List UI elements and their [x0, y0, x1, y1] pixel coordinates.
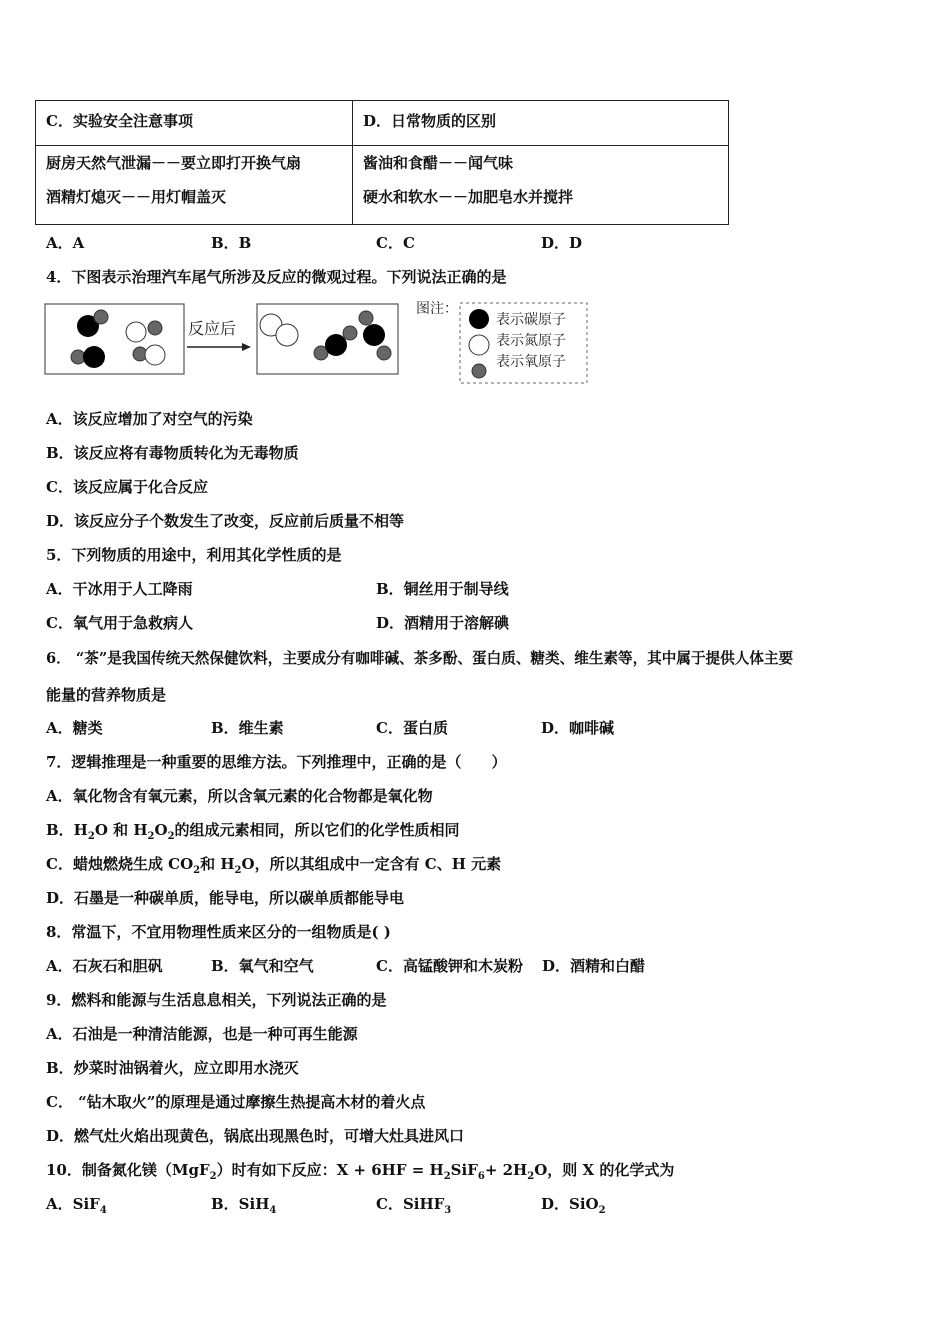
q4-option-d: D．该反应分子个数发生了改变，反应前后质量不相等	[46, 512, 405, 530]
q10-option-b: B．SiH$_4$	[211, 1195, 277, 1216]
carbon-atom	[363, 324, 385, 346]
q6-option-c: C．蛋白质	[376, 719, 448, 737]
oxygen-atom	[71, 350, 85, 364]
q9-option-d: D．燃气灶火焰出现黄色，锅底出现黑色时，可增大灶具进风口	[46, 1127, 465, 1145]
q8-option-d: D．酒精和白醋	[542, 957, 646, 975]
q7-option-c: C．蜡烛燃烧生成 $CO_2$和 $H_2O$，所以其组成中一定含有 C、H 元素	[46, 855, 502, 876]
carbon-atom	[325, 334, 347, 356]
q8-option-a: A．石灰石和胆矾	[46, 957, 163, 975]
q9-stem: 9．燃料和能源与生活息息相关，下列说法正确的是	[46, 991, 387, 1009]
q7-option-a: A．氧化物含有氧元素，所以含氧元素的化合物都是氧化物	[46, 787, 433, 805]
q7-stem: 7．逻辑推理是一种重要的思维方法。下列推理中，正确的是（ ）	[46, 753, 507, 771]
q6-stem-line1: 6． “茶”是我国传统天然保健饮料，主要成分有咖啡碱、茶多酚、蛋白质、糖类、维生素等，其中属于提供人体主要	[46, 650, 794, 667]
q8-option-c: C．高锰酸钾和木炭粉	[376, 957, 523, 975]
q5-stem: 5．下列物质的用途中，利用其化学性质的是	[46, 546, 342, 564]
q10-option-a: A．SiF$_4$	[46, 1195, 107, 1216]
q6-option-b: B．维生素	[211, 719, 284, 737]
q3-option-c: C．C	[376, 234, 415, 252]
table-line: 厨房天然气泄漏－－要立即打开换气扇	[46, 154, 302, 172]
oxygen-atom	[148, 321, 162, 335]
table-header-d: D．日常物质的区别	[353, 101, 729, 146]
carbon-atom	[83, 346, 105, 368]
legend-nitrogen: 表示氮原子	[496, 333, 566, 349]
nitrogen-atom	[126, 322, 146, 342]
oxygen-legend-icon	[472, 364, 486, 378]
q6-option-a: A．糖类	[46, 719, 103, 737]
oxygen-atom	[94, 310, 108, 324]
q4-option-a: A．该反应增加了对空气的污染	[46, 410, 253, 428]
q7-option-b: B．$H_2O$ 和 $H_2O_2$的组成元素相同，所以它们的化学性质相同	[46, 821, 460, 842]
q10-option-d: D．SiO$_2$	[541, 1195, 606, 1216]
knowledge-table	[35, 100, 729, 225]
arrow-label: 反应后	[188, 319, 237, 338]
q4-option-c: C．该反应属于化合反应	[46, 478, 208, 496]
q9-option-b: B．炒菜时油锅着火，应立即用水浇灭	[46, 1059, 299, 1077]
table-line: 酱油和食醋－－闻气味	[363, 154, 514, 172]
q8-stem: 8．常温下，不宜用物理性质来区分的一组物质是( )	[46, 923, 391, 941]
q4-stem: 4．下图表示治理汽车尾气所涉及反应的微观过程。下列说法正确的是	[46, 268, 507, 286]
carbon-legend-icon	[469, 309, 489, 329]
before-box	[45, 304, 184, 374]
arrow-head	[242, 343, 251, 351]
q5-option-c: C．氧气用于急救病人	[46, 614, 193, 632]
q3-option-b: B．B	[211, 234, 252, 252]
nitrogen-legend-icon	[469, 335, 489, 355]
nitrogen-atom	[276, 324, 298, 346]
q7-option-d: D．石墨是一种碳单质，能导电，所以碳单质都能导电	[46, 889, 405, 907]
table-line: 酒精灯熄灭－－用灯帽盖灭	[46, 188, 227, 206]
table-cell-d	[353, 146, 729, 225]
q9-option-c: C． “钻木取火”的原理是通过摩擦生热提高木材的着火点	[46, 1093, 426, 1111]
table-header-c: C．实验安全注意事项	[36, 101, 353, 146]
oxygen-atom	[359, 311, 373, 325]
q8-option-b: B．氧气和空气	[211, 957, 314, 975]
oxygen-atom	[343, 326, 357, 340]
q6-option-d: D．咖啡碱	[541, 719, 615, 737]
legend-title: 图注：	[416, 301, 458, 317]
q5-option-b: B．铜丝用于制导线	[376, 580, 509, 598]
table-line: 硬水和软水－－加肥皂水并搅拌	[363, 188, 574, 206]
legend-oxygen: 表示氧原子	[496, 354, 566, 370]
q5-option-d: D．酒精用于溶解碘	[376, 614, 510, 632]
q3-option-a: A．A	[46, 234, 85, 252]
q4-option-b: B．该反应将有毒物质转化为无毒物质	[46, 444, 299, 462]
table-cell-c	[36, 146, 353, 225]
legend-carbon: 表示碳原子	[496, 312, 566, 328]
q3-option-d: D．D	[541, 234, 583, 252]
q10-stem: 10．制备氮化镁（MgF$_2$）时有如下反应：$X + 6HF = H_2SiF_6+ 2H_2O$，则 X 的化学式为	[46, 1161, 675, 1182]
q6-stem-line2: 能量的营养物质是	[46, 686, 167, 704]
reaction-diagram	[44, 297, 604, 389]
oxygen-atom	[377, 346, 391, 360]
q10-option-c: C．SiHF$_3$	[376, 1195, 452, 1216]
q5-option-a: A．干冰用于人工降雨	[46, 580, 193, 598]
nitrogen-atom	[145, 345, 165, 365]
q9-option-a: A．石油是一种清洁能源，也是一种可再生能源	[46, 1025, 358, 1043]
